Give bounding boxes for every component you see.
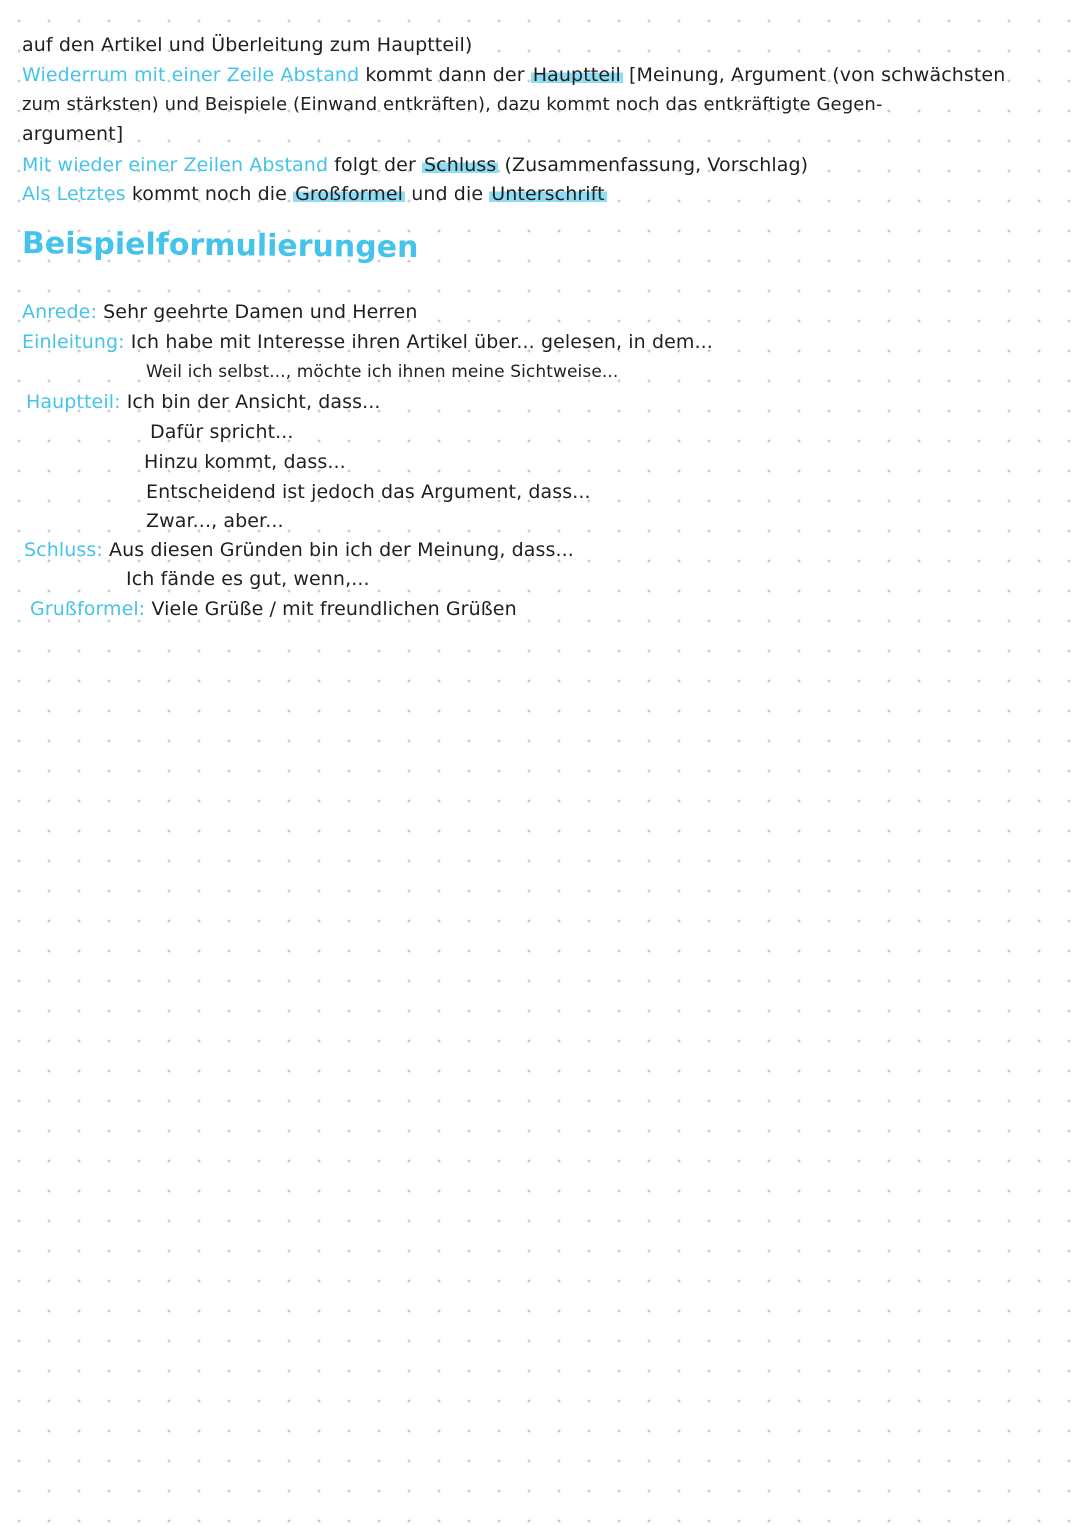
example-einleitung-2 <box>146 359 618 385</box>
text-hauptteil-4: Entscheidend ist jedoch das Argument, dass... <box>146 481 591 503</box>
label-hauptteil: Hauptteil: <box>26 391 121 413</box>
intro-line-6-and: und die <box>405 183 490 205</box>
intro-line-4-text: argument] <box>22 123 124 145</box>
intro-line-5-lead: Mit wieder einer Zeilen Abstand <box>22 154 329 176</box>
text-hauptteil-2: Dafür spricht... <box>150 421 294 443</box>
text-grussformel: Viele Grüße / mit freundlichen Grüßen <box>145 598 517 620</box>
section-heading: Beispielformulierungen <box>21 226 419 266</box>
example-hauptteil-2 <box>150 419 294 445</box>
example-anrede <box>22 299 417 325</box>
example-hauptteil-4 <box>146 479 591 505</box>
example-hauptteil-1 <box>26 389 381 415</box>
text-schluss-1: Aus diesen Gründen bin ich der Meinung, dass... <box>102 539 574 561</box>
highlight-grossformel: Großformel <box>295 183 404 205</box>
text-anrede: Sehr geehrte Damen und Herren <box>96 301 418 323</box>
label-anrede: Anrede: <box>22 301 97 323</box>
intro-line-6-mid: kommt noch die <box>125 183 294 205</box>
example-schluss-2 <box>126 566 370 592</box>
intro-line-5 <box>22 152 808 178</box>
text-einleitung-2: Weil ich selbst..., möchte ich ihnen meine Sichtweise... <box>146 362 619 382</box>
intro-line-4 <box>22 121 123 147</box>
text-hauptteil-5: Zwar..., aber... <box>146 510 284 532</box>
label-einleitung: Einleitung: <box>22 331 125 353</box>
highlight-schluss: Schluss <box>424 154 497 176</box>
intro-line-5-mid: folgt der <box>328 154 422 176</box>
example-hauptteil-5 <box>146 508 284 534</box>
intro-line-5-tail: (Zusammenfassung, Vorschlag) <box>498 154 809 176</box>
text-hauptteil-1: Ich bin der Ansicht, dass... <box>120 391 381 413</box>
text-schluss-2: Ich fände es gut, wenn,... <box>126 568 370 590</box>
example-schluss-1 <box>24 537 574 563</box>
example-einleitung-1 <box>22 329 713 355</box>
text-einleitung-1: Ich habe mit Interesse ihren Artikel über... gelesen, in dem... <box>124 331 713 353</box>
highlight-hauptteil: Hauptteil <box>532 64 621 86</box>
intro-line-6-lead: Als Letztes <box>22 183 126 205</box>
intro-line-2-mid: kommt dann der <box>359 64 531 86</box>
intro-line-6 <box>22 181 607 207</box>
example-hauptteil-3 <box>144 449 346 475</box>
intro-line-2-lead: Wiederrum mit einer Zeile Abstand <box>22 64 360 86</box>
intro-line-1-text: auf den Artikel und Überleitung zum Hauptteil) <box>22 34 473 56</box>
label-grussformel: Grußformel: <box>30 598 146 620</box>
label-schluss: Schluss: <box>24 539 103 561</box>
example-grussformel <box>30 596 517 622</box>
intro-line-2 <box>22 62 1005 88</box>
intro-line-2-tail: [Meinung, Argument (von schwächsten <box>622 64 1006 86</box>
intro-line-3-text: zum stärksten) und Beispiele (Einwand entkräften), dazu kommt noch das entkräftigte Gegen- <box>22 94 883 115</box>
highlight-unterschrift: Unterschrift <box>491 183 605 205</box>
text-hauptteil-3: Hinzu kommt, dass... <box>144 451 346 473</box>
intro-line-1 <box>22 32 472 58</box>
intro-line-3 <box>22 92 883 118</box>
